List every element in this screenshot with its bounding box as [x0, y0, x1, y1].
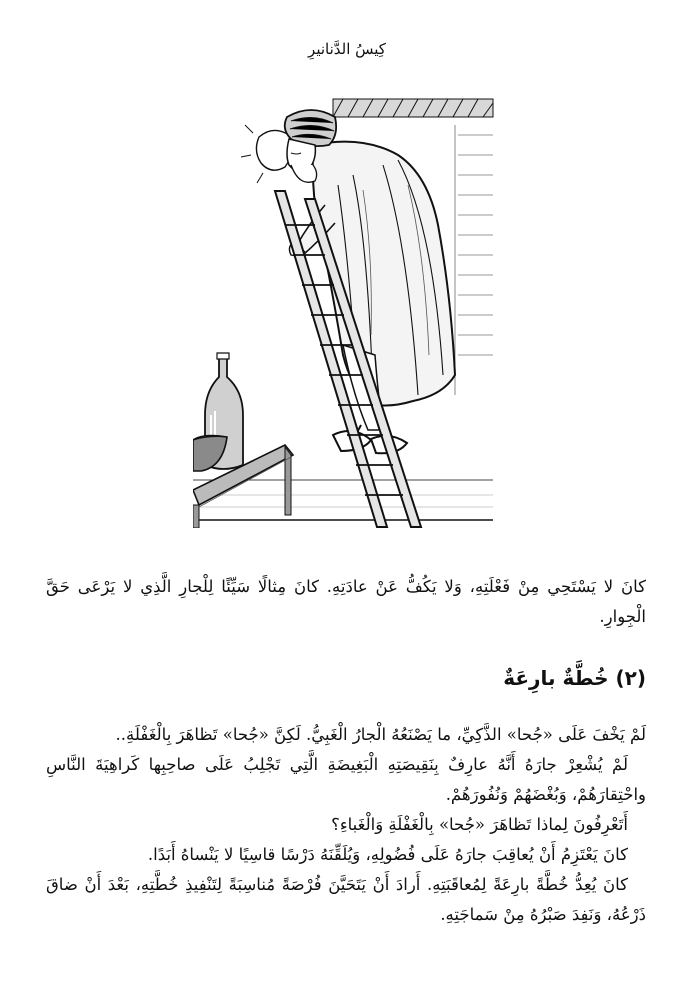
illustration-drawing	[193, 95, 501, 528]
man-on-ladder-illustration	[193, 95, 501, 528]
section-heading: (٢) خُطَّةٌ بارِعَةٌ	[503, 666, 646, 690]
section1-paragraph: كانَ لا يَسْتَحِي مِنْ فَعْلَتِهِ، وَلا يَكُفُّ عَنْ عادَتِهِ. كانَ مِثالًا سَيِّئًا لِلْجارِ الَّذِي لا يَرْعَى حَقَّ الْجِوارِ.	[46, 577, 646, 626]
paragraph-2: لَمْ يُشْعِرْ جارَهُ أَنَّهُ عارِفٌ بِنَقِيصَتِهِ الْبَغِيضَةِ الَّتِي تَجْلِبُ عَلَى صاحِبِها كَراهِيَةَ النَّاسِ واحْتِقارَهُمْ، وَبُغْضَهُمْ وَنُفُورَهُمْ.	[46, 755, 646, 804]
paragraph-3: أَتَعْرِفُونَ لِماذا تَظاهَرَ «جُحا» بِالْغَفْلَةِ وَالْغَباءِ؟	[331, 815, 628, 834]
paragraph-1: لَمْ يَخْفَ عَلَى «جُحا» الذَّكِيِّ، ما يَصْنَعُهُ الْجارُ الْغَبِيُّ. لَكِنَّ «جُحا» تَظاهَرَ بِالْغَفْلَةِ..	[115, 725, 646, 744]
paragraph-4: كانَ يَعْتَزِمُ أَنْ يُعاقِبَ جارَهُ عَلَى فُضُولِهِ، وَيُلَقِّنَهُ دَرْسًا قاسِيًا لا يَنْساهُ أَبَدًا.	[147, 845, 628, 864]
table-with-bottle	[193, 353, 293, 528]
section2-body	[46, 720, 646, 930]
paragraph-5: كانَ يُعِدُّ خُطَّةً بارِعَةً لِمُعاقَبَتِهِ. أَرادَ أَنْ يَتَحَيَّنَ فُرْصَةً مُناسِبَةً لِتَنْفِيذِ خُطَّتِهِ، بَعْدَ أَنْ ضاقَ ذَرْعُهُ، وَنَفِدَ صَبْرُهُ مِنْ سَماجَتِهِ.	[46, 875, 646, 924]
running-head: كِيسُ الدَّنانيرِ	[308, 40, 386, 58]
